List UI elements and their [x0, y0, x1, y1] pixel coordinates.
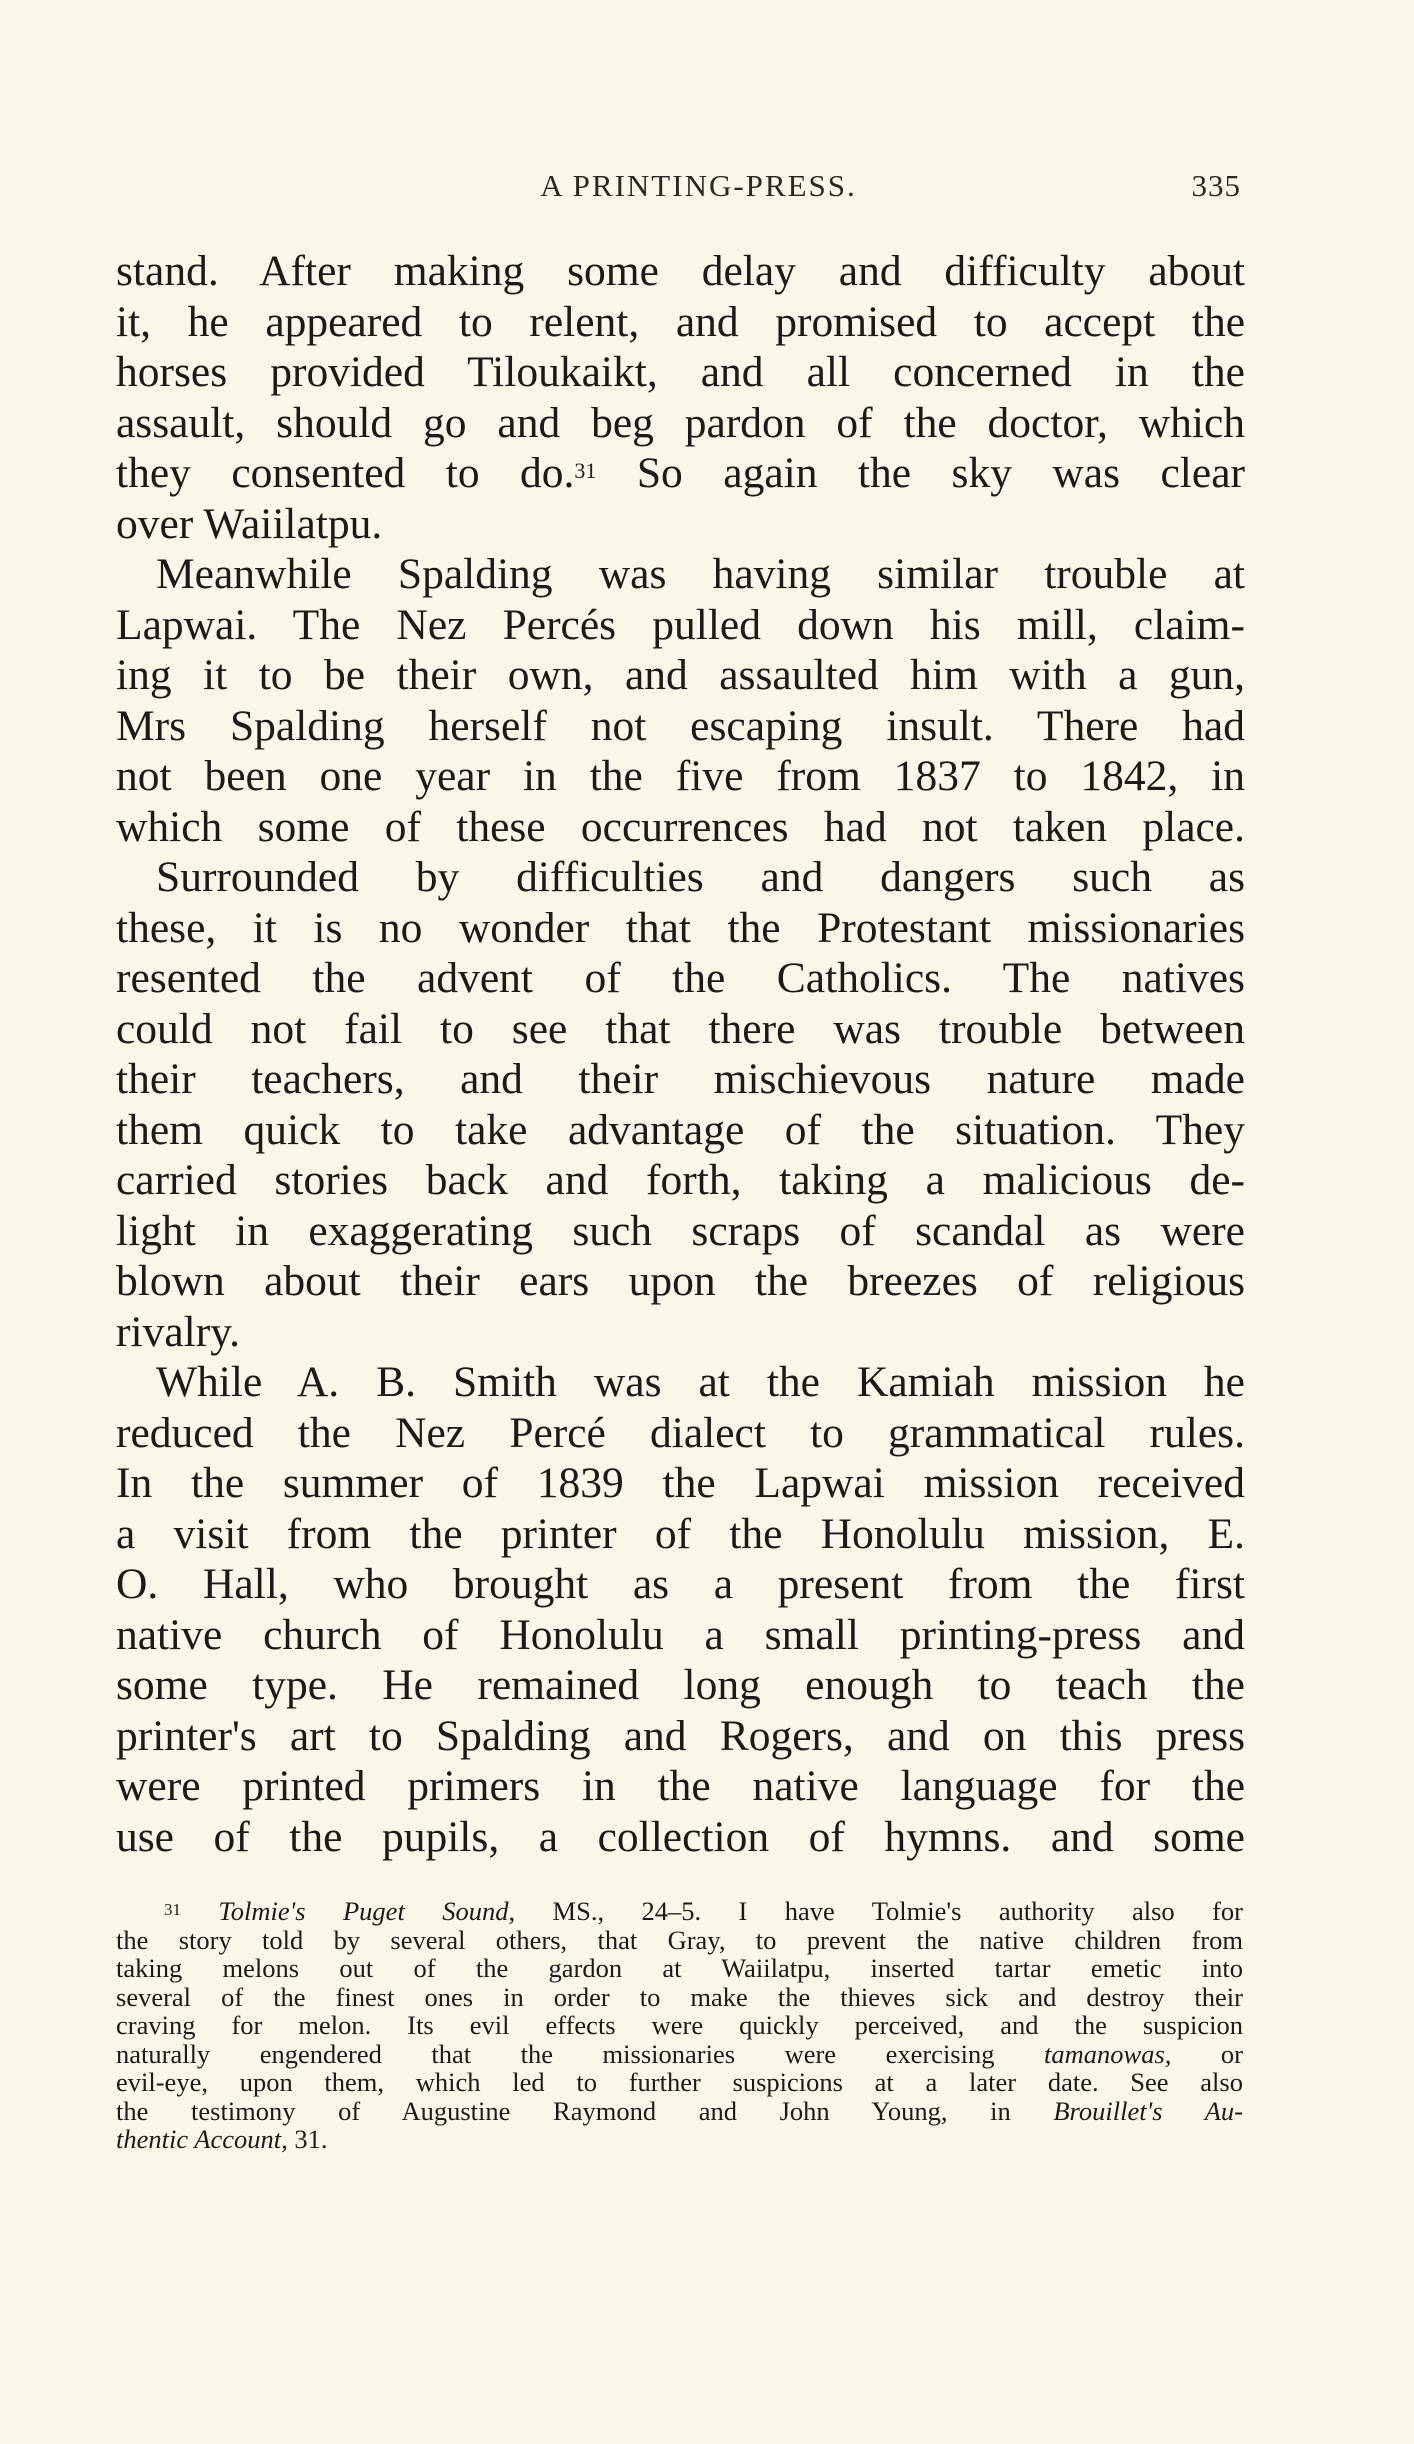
text-line: could not fail to see that there was trouble between [116, 1004, 1245, 1053]
text-line: horses provided Tiloukaikt, and all concerned in the [116, 348, 1245, 396]
text-line: While A. B. Smith was at the Kamiah mission he [156, 1358, 1245, 1406]
text-line: over Waiilatpu. [116, 499, 383, 548]
text-line: Surrounded by difficulties and dangers such as [156, 853, 1245, 901]
text-line: O. Hall, who brought as a present from the first [116, 1560, 1245, 1608]
text-line: printer's art to Spalding and Rogers, and on this press [116, 1711, 1245, 1760]
text-line: it, he appeared to relent, and promised to accept the [116, 297, 1245, 346]
text-line: Lapwai. The Nez Percés pulled down his mill, claim- [116, 600, 1245, 649]
text-line: a visit from the printer of the Honolulu mission, E. [116, 1509, 1245, 1558]
footnote-line: evil-eye, upon them, which led to further suspicions at a later date. See also [116, 2067, 1243, 2097]
running-head [116, 168, 1281, 208]
footnote-marker: 31 [164, 1900, 181, 1919]
text-segment: naturally engendered that the missionaries were exercising [116, 2038, 1045, 2069]
main-text [116, 246, 1245, 1862]
footnote-line [116, 2125, 1243, 2154]
footnote-line: craving for melon. Its evil effects were quickly perceived, and the suspicion [116, 2010, 1243, 2040]
text-line: blown about their ears upon the breezes of religious [116, 1257, 1245, 1305]
text-segment: or [1171, 2038, 1243, 2069]
page-number: 335 [1191, 168, 1241, 203]
text-segment: 31. [287, 2124, 328, 2154]
text-line: stand. After making some delay and difficulty about [116, 247, 1245, 295]
footnote-line [116, 2040, 1243, 2069]
text-line: assault, should go and beg pardon of the doctor, which [116, 398, 1245, 447]
text-line: carried stories back and forth, taking a malicious de- [116, 1156, 1245, 1204]
footnote-citation: Tolmie's Puget Sound, [218, 1896, 516, 1926]
text-line: these, it is no wonder that the Protestant missionaries [116, 903, 1245, 952]
footnote [116, 1897, 1243, 2154]
text-line: which some of these occurrences had not taken place. [116, 802, 1245, 851]
text-line: some type. He remained long enough to teach the [116, 1661, 1245, 1709]
text-line: resented the advent of the Catholics. The natives [116, 954, 1245, 1002]
text-line: rivalry. [116, 1307, 241, 1356]
footnote-reference: 31 [574, 458, 597, 483]
footnote-citation: thentic Account, [116, 2124, 288, 2154]
footnote-line: the story told by several others, that Gray, to prevent the native children from [116, 1924, 1243, 1955]
text-line: them quick to take advantage of the situation. They [116, 1105, 1245, 1154]
footnote-line: several of the finest ones in order to make the thieves sick and destroy their [116, 1981, 1243, 2012]
running-head-title: A PRINTING-PRESS. [540, 168, 857, 203]
text-line: reduced the Nez Percé dialect to grammatical rules. [116, 1408, 1245, 1457]
text-line: Meanwhile Spalding was having similar trouble at [156, 550, 1245, 598]
footnote-line: taking melons out of the gardon at Waiilatpu, inserted tartar emetic into [116, 1953, 1243, 1983]
footnote-line [116, 2097, 1243, 2126]
text-line: In the summer of 1839 the Lapwai mission received [116, 1459, 1245, 1507]
text-segment: the testimony of Augustine Raymond and John Young, in [116, 2095, 1054, 2126]
text-line: use of the pupils, a collection of hymns. and some [116, 1812, 1245, 1861]
text-line: light in exaggerating such scraps of scandal as were [116, 1206, 1245, 1255]
text-line: Mrs Spalding herself not escaping insult. There had [116, 701, 1245, 750]
text-line: were printed primers in the native language for the [116, 1762, 1245, 1810]
footnote-term: tamanowas, [1044, 2038, 1172, 2069]
text-line [116, 448, 1245, 499]
text-line: their teachers, and their mischievous nature made [116, 1055, 1245, 1103]
text-segment: So again the sky was clear [596, 449, 1245, 497]
text-line: native church of Honolulu a small printing-press and [116, 1610, 1245, 1659]
text-line: ing it to be their own, and assaulted him with a gun, [116, 651, 1245, 699]
footnote-citation: Brouillet's Au- [1053, 2095, 1243, 2126]
text-segment: MS., 24–5. I have Tolmie's authority also for [515, 1896, 1243, 1926]
text-line: not been one year in the five from 1837 to 1842, in [116, 752, 1245, 800]
footnote-line [116, 1897, 1243, 1926]
text-segment: they consented to do. [116, 449, 575, 497]
